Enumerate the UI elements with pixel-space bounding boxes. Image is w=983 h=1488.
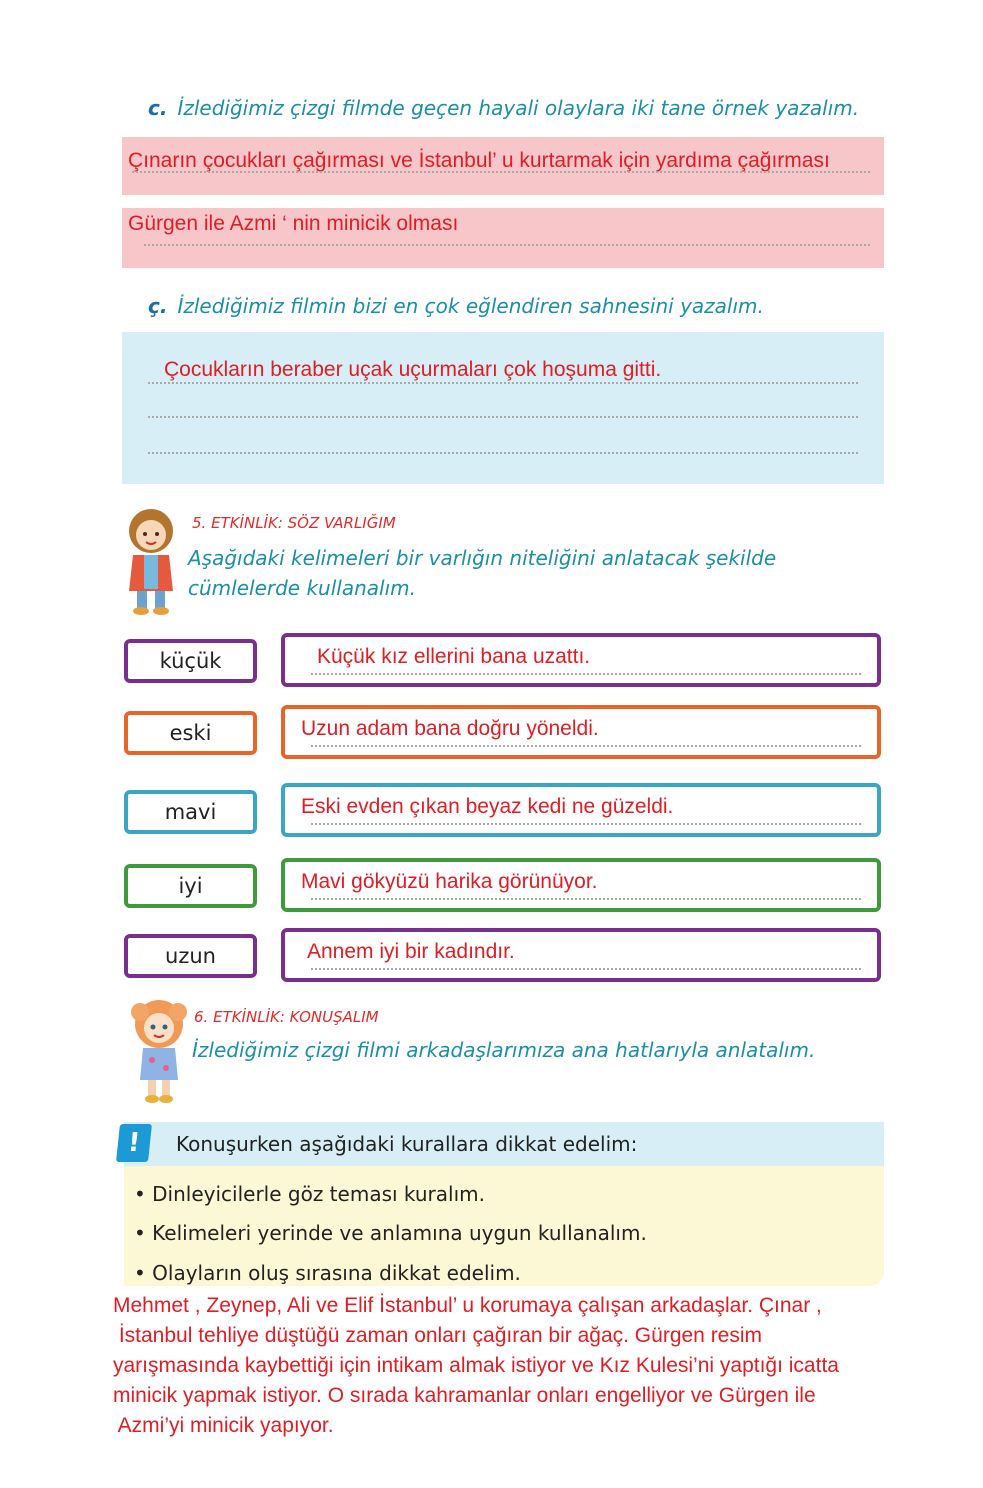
question-letter: c.	[148, 96, 168, 120]
dotted-line	[311, 673, 861, 675]
question-letter: ç.	[148, 294, 168, 318]
word-box-eski	[124, 711, 257, 755]
rules-heading-bar	[124, 1122, 884, 1166]
sentence-text: Annem iyi bir kadındır.	[307, 940, 515, 963]
word-label: küçük	[159, 649, 222, 673]
answer-box-cc[interactable]	[122, 332, 884, 484]
word-label: eski	[169, 721, 212, 745]
story-line: yarışmasında kaybettiği için intikam almak istiyor ve Kız Kulesi’ni yaptığı icatta	[113, 1354, 839, 1377]
word-box-iyi	[124, 864, 257, 908]
word-label: mavi	[164, 800, 217, 824]
exclamation-icon	[116, 1124, 152, 1162]
answer-text: Gürgen ile Azmi ‘ nin minicik olması	[128, 212, 459, 235]
story-line: İstanbul tehliye düştüğü zaman onları çağıran bir ağaç. Gürgen resim	[113, 1324, 763, 1347]
activity-6-title: 6. ETKİNLİK: KONUŞALIM	[194, 1008, 379, 1026]
sentence-box-3[interactable]	[281, 783, 881, 837]
dotted-line	[148, 452, 858, 454]
dotted-line	[311, 745, 861, 747]
question-text: İzlediğimiz çizgi filmde geçen hayali olaylara iki tane örnek yazalım.	[177, 96, 860, 120]
answer-box-c1[interactable]	[122, 137, 884, 195]
answer-text: Çocukların beraber uçak uçurmaları çok hoşuma gitti.	[164, 358, 662, 381]
sentence-box-2[interactable]	[281, 705, 881, 759]
word-box-kucuk	[124, 639, 257, 683]
word-label: iyi	[178, 874, 203, 898]
sentence-text: Uzun adam bana doğru yöneldi.	[301, 717, 599, 740]
dotted-line	[132, 171, 870, 173]
dotted-line	[148, 382, 858, 384]
word-label: uzun	[165, 944, 216, 968]
activity-5-title: 5. ETKİNLİK: SÖZ VARLIĞIM	[192, 514, 396, 532]
exclamation-mark: !	[126, 1128, 142, 1158]
dotted-line	[311, 898, 861, 900]
rule-item: • Olayların oluş sırasına dikkat edelim.	[134, 1261, 521, 1285]
word-box-mavi	[124, 790, 257, 834]
dotted-line	[311, 968, 861, 970]
rule-item: • Kelimeleri yerinde ve anlamına uygun kullanalım.	[134, 1221, 647, 1245]
story-line: minicik yapmak istiyor. O sırada kahramanlar onları engelliyor ve Gürgen ile	[113, 1384, 816, 1407]
sentence-box-4[interactable]	[281, 858, 881, 912]
question-c	[148, 96, 859, 120]
story-line: Azmi’yi minicik yapıyor.	[113, 1414, 334, 1437]
sentence-text: Küçük kız ellerini bana uzattı.	[317, 645, 591, 668]
question-cc	[148, 294, 764, 318]
sentence-box-1[interactable]	[281, 633, 881, 687]
story-line: Mehmet , Zeynep, Ali ve Elif İstanbul’ u korumaya çalışan arkadaşlar. Çınar ,	[113, 1294, 822, 1317]
activity-5-description: Aşağıdaki kelimeleri bir varlığın niteliğini anlatacak şekilde cümlelerde kullanalım.	[188, 546, 777, 600]
word-box-uzun	[124, 934, 257, 978]
rules-heading: Konuşurken aşağıdaki kurallara dikkat edelim:	[176, 1132, 638, 1156]
dotted-line	[144, 244, 870, 246]
answer-box-c2[interactable]	[122, 208, 884, 268]
story-answer[interactable]	[113, 1291, 973, 1441]
dotted-line	[148, 416, 858, 418]
dotted-line	[311, 823, 861, 825]
question-text: İzlediğimiz filmin bizi en çok eğlendiren sahnesini yazalım.	[177, 294, 764, 318]
sentence-text: Mavi gökyüzü harika görünüyor.	[301, 870, 598, 893]
rule-item: • Dinleyicilerle göz teması kuralım.	[134, 1182, 485, 1206]
activity-6-description: İzlediğimiz çizgi filmi arkadaşlarımıza ana hatlarıyla anlatalım.	[192, 1038, 816, 1062]
girl-character-illustration	[118, 505, 184, 617]
answer-text: Çınarın çocukları çağırması ve İstanbul’ u kurtarmak için yardıma çağırması	[128, 149, 830, 172]
sentence-text: Eski evden çıkan beyaz kedi ne güzeldi.	[301, 795, 674, 818]
curly-girl-character-illustration	[128, 996, 190, 1108]
sentence-box-5[interactable]	[281, 928, 881, 982]
